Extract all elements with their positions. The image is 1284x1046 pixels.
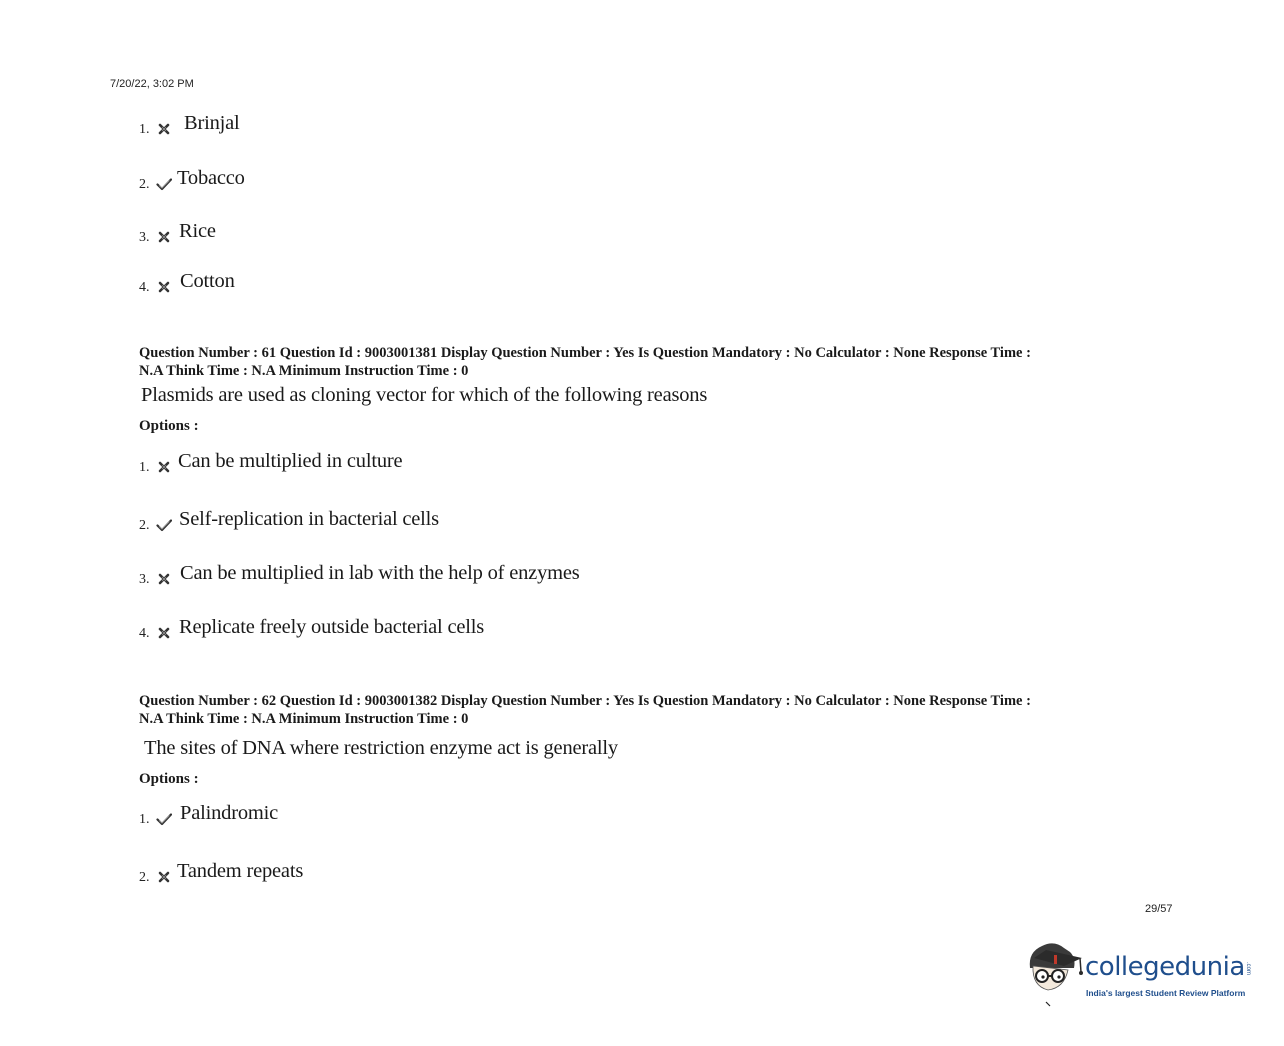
options-label: Options : bbox=[139, 418, 199, 434]
option-text: Tandem repeats bbox=[177, 860, 304, 882]
mascot-icon bbox=[1024, 938, 1086, 1010]
option-number: 2. bbox=[139, 518, 150, 533]
page-number: 29/57 bbox=[1145, 903, 1173, 915]
q61-option-2 bbox=[139, 502, 639, 534]
question-61-text: Plasmids are used as cloning vector for which of the following reasons bbox=[141, 384, 708, 406]
cross-icon bbox=[156, 280, 172, 294]
option-number: 1. bbox=[139, 460, 150, 475]
question-meta-line: N.A Think Time : N.A Minimum Instruction Time : 0 bbox=[139, 363, 469, 379]
option-number: 4. bbox=[139, 280, 150, 295]
print-timestamp: 7/20/22, 3:02 PM bbox=[110, 78, 194, 90]
option-number: 4. bbox=[139, 626, 150, 641]
q62-option-2 bbox=[139, 854, 439, 886]
cross-icon bbox=[156, 870, 172, 884]
option-number: 1. bbox=[139, 812, 150, 827]
option-text: Can be multiplied in culture bbox=[178, 450, 403, 472]
option-text: Self-replication in bacterial cells bbox=[179, 508, 439, 530]
q61-option-4 bbox=[139, 610, 639, 642]
question-meta-line: N.A Think Time : N.A Minimum Instruction Time : 0 bbox=[139, 711, 469, 727]
question-meta-line: Question Number : 61 Question Id : 9003001381 Display Question Number : Yes Is Question Mandatory : No Calculator : None Response Time : bbox=[139, 345, 1031, 361]
prev-option-1 bbox=[139, 106, 339, 138]
option-text: Tobacco bbox=[177, 167, 245, 189]
prev-option-4 bbox=[139, 264, 339, 296]
q62-option-1 bbox=[139, 796, 439, 828]
option-text: Replicate freely outside bacterial cells bbox=[179, 616, 485, 638]
prev-option-3 bbox=[139, 214, 339, 246]
check-icon bbox=[156, 518, 172, 532]
question-62-meta bbox=[139, 692, 1149, 728]
check-icon bbox=[156, 812, 172, 826]
option-number: 2. bbox=[139, 177, 150, 192]
logo-wordmark: collegedunia bbox=[1085, 952, 1245, 982]
options-label: Options : bbox=[139, 771, 199, 787]
logo-tagline: India's largest Student Review Platform bbox=[1086, 988, 1246, 998]
collegedunia-logo bbox=[1024, 938, 1256, 1010]
logo-domain: .com bbox=[1245, 962, 1251, 976]
option-text: Palindromic bbox=[180, 802, 279, 824]
check-icon bbox=[156, 177, 172, 191]
option-number: 1. bbox=[139, 122, 150, 137]
prev-option-2 bbox=[139, 161, 339, 193]
question-62-text: The sites of DNA where restriction enzyme act is generally bbox=[144, 737, 618, 759]
cross-icon bbox=[156, 122, 172, 136]
option-number: 2. bbox=[139, 870, 150, 885]
option-number: 3. bbox=[139, 572, 150, 587]
option-text: Brinjal bbox=[184, 112, 240, 134]
option-text: Can be multiplied in lab with the help of enzymes bbox=[180, 562, 580, 584]
q61-option-1 bbox=[139, 444, 639, 476]
cross-icon bbox=[156, 460, 172, 474]
question-meta-line: Question Number : 62 Question Id : 9003001382 Display Question Number : Yes Is Question Mandatory : No Calculator : None Response Time : bbox=[139, 693, 1031, 709]
question-61-meta bbox=[139, 344, 1149, 380]
option-text: Rice bbox=[179, 220, 216, 242]
q61-option-3 bbox=[139, 556, 739, 588]
cross-icon bbox=[156, 626, 172, 640]
option-number: 3. bbox=[139, 230, 150, 245]
cross-icon bbox=[156, 572, 172, 586]
cross-icon bbox=[156, 230, 172, 244]
option-text: Cotton bbox=[180, 270, 235, 292]
